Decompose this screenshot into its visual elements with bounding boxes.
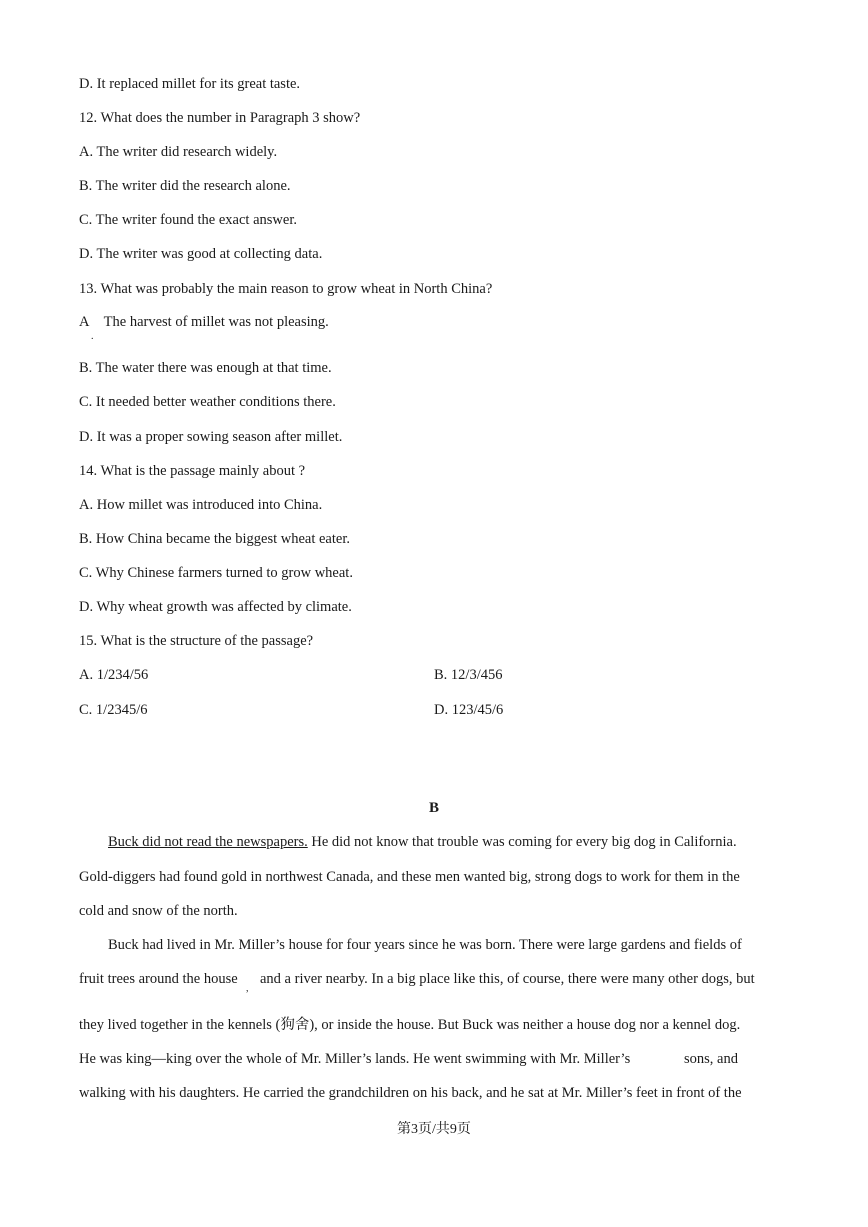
q12-option-c: C. The writer found the exact answer. xyxy=(79,212,297,228)
q11-option-d: D. It replaced millet for its great taste. xyxy=(79,76,301,92)
q15-option-c: C. 1/2345/6 xyxy=(79,702,148,718)
q14-option-a: A. How millet was introduced into China. xyxy=(79,497,323,513)
passage-p2-line4b: sons, and xyxy=(684,1051,738,1067)
passage-p1-line1-rest: He did not know that trouble was coming for every big dog in California. xyxy=(307,834,737,850)
section-b-title: B xyxy=(428,800,439,816)
passage-p2-line5: walking with his daughters. He carried the grandchildren on his back, and he sat at Mr. Miller’s feet in front of the xyxy=(79,1085,742,1101)
q13-option-d: D. It was a proper sowing season after millet. xyxy=(79,429,343,445)
q15-option-a: A. 1/234/56 xyxy=(79,667,149,683)
q13-option-a-letter: A xyxy=(79,314,89,330)
passage-p2-line2b: and a river nearby. In a big place like this, of course, there were many other dogs, but xyxy=(260,971,755,987)
q13-option-a xyxy=(79,312,329,332)
q14-option-c: C. Why Chinese farmers turned to grow wheat. xyxy=(79,565,353,581)
q13-option-b: B. The water there was enough at that time. xyxy=(79,360,332,376)
q12-option-a: A. The writer did research widely. xyxy=(79,144,278,160)
q13-option-a-mark: . xyxy=(91,331,94,342)
passage-p2-line1: Buck had lived in Mr. Miller’s house for four years since he was born. There were large gardens and fields of xyxy=(108,937,742,953)
passage-p2-line2a: fruit trees around the house xyxy=(79,971,238,987)
passage-p2-line4a: He was king—king over the whole of Mr. Miller’s lands. He went swimming with Mr. Miller’s xyxy=(79,1051,631,1067)
passage-p1-line2: Gold-diggers had found gold in northwest Canada, and these men wanted big, strong dogs to work for them in the xyxy=(79,869,740,885)
q14-question: 14. What is the passage mainly about ? xyxy=(79,463,306,479)
passage-p2-comma: , xyxy=(246,983,249,994)
q13-question: 13. What was probably the main reason to grow wheat in North China? xyxy=(79,281,493,297)
q12-option-b: B. The writer did the research alone. xyxy=(79,178,291,194)
q15-question: 15. What is the structure of the passage? xyxy=(79,633,314,649)
passage-p2-line3: they lived together in the kennels (狗舍), or inside the house. But Buck was neither a house dog nor a kennel dog. xyxy=(79,1017,741,1033)
q15-option-d: D. 123/45/6 xyxy=(434,702,504,718)
q14-option-b: B. How China became the biggest wheat eater. xyxy=(79,531,350,547)
passage-p1-line1 xyxy=(108,832,791,852)
q12-question: 12. What does the number in Paragraph 3 show? xyxy=(79,110,361,126)
q14-option-d: D. Why wheat growth was affected by climate. xyxy=(79,599,352,615)
q12-option-d: D. The writer was good at collecting data. xyxy=(79,246,323,262)
passage-p1-underlined: Buck did not read the newspapers. xyxy=(108,834,308,850)
page-number: 第3页/共9页 xyxy=(397,1122,471,1137)
q15-option-b: B. 12/3/456 xyxy=(434,667,503,683)
q13-option-a-text: The harvest of millet was not pleasing. xyxy=(103,314,329,330)
passage-p1-line3: cold and snow of the north. xyxy=(79,903,238,919)
q13-option-c: C. It needed better weather conditions there. xyxy=(79,394,336,410)
